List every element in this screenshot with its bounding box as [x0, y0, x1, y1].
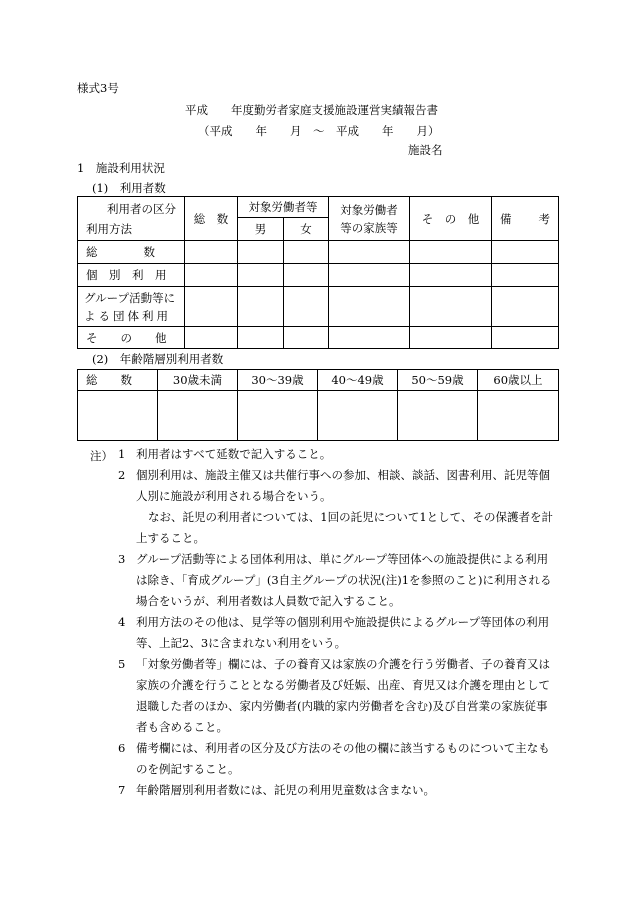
cell[interactable]	[78, 391, 158, 441]
header-other: そ の 他	[410, 197, 492, 241]
header-worker-family	[329, 197, 410, 241]
cell[interactable]	[238, 327, 284, 349]
age-header-50-59: 50～59歳	[398, 370, 478, 391]
cell[interactable]	[410, 241, 492, 264]
note-number: 7	[118, 783, 126, 797]
table-row	[78, 264, 559, 287]
note-text: 利用方法のその他は、見学等の個別利用や施設提供によるグループ等団体の利用等、上記2、3に含まれない利用をいう。	[136, 615, 550, 650]
cell[interactable]	[238, 391, 318, 441]
facility-name-label: 施設名	[408, 143, 443, 157]
header-remarks: 備 考	[492, 197, 559, 241]
row-label-group-line1: グループ活動等に	[84, 290, 176, 305]
cell[interactable]	[492, 264, 559, 287]
header-female: 女	[284, 218, 329, 241]
note-number: 2	[118, 468, 126, 482]
cell[interactable]	[158, 391, 238, 441]
report-period: （平成 年 月 ～ 平成 年 月）	[198, 124, 440, 138]
note-2-continued	[136, 507, 558, 549]
subheading-user-count: (1) 利用者数	[92, 181, 166, 195]
section-heading-facility-usage: 1 施設利用状況	[77, 161, 165, 175]
page-title: 平成 年度勤労者家庭支援施設運営実績報告書	[185, 103, 438, 117]
cell[interactable]	[284, 241, 329, 264]
cell[interactable]	[284, 264, 329, 287]
cell[interactable]	[492, 241, 559, 264]
table-row	[78, 327, 559, 349]
note-5	[118, 654, 558, 738]
note-text: グループ活動等による団体利用は、単にグループ等団体への施設提供による利用は除き、「育成グループ」(3自主グループの状況(注)1を参照のこと)に利用される場合をいうが、利用者数は人員数で記入すること。	[136, 552, 552, 608]
age-header-total: 総 数	[78, 370, 158, 391]
note-3	[118, 549, 558, 612]
row-label-individual: 個 別 利 用	[78, 264, 185, 287]
user-count-table	[77, 196, 559, 349]
cell[interactable]	[185, 327, 238, 349]
note-6	[118, 738, 558, 780]
cell[interactable]	[329, 241, 410, 264]
note-7	[118, 780, 558, 801]
age-header-40-49: 40～49歳	[318, 370, 398, 391]
note-text: 個別利用は、施設主催又は共催行事への参加、相談、談話、図書利用、託児等個人別に施設が利用される場合をいう。	[136, 468, 550, 503]
cell[interactable]	[238, 264, 284, 287]
cell[interactable]	[398, 391, 478, 441]
notes-label: 注）	[90, 449, 113, 463]
note-number: 6	[118, 741, 126, 755]
age-header-under-30: 30歳未満	[158, 370, 238, 391]
note-4	[118, 612, 558, 654]
cell[interactable]	[238, 287, 284, 327]
cell[interactable]	[410, 264, 492, 287]
note-text: 「対象労働者等」欄には、子の養育又は家族の介護を行う労働者、子の養育又は家族の介護を行うこととなる労働者及び妊娠、出産、育児又は介護を理由として退職した者のほか、家内労働者(内職的家内労働者を含む)及び自営業の家族従事者も含めること。	[136, 657, 550, 734]
header-total: 総 数	[185, 197, 238, 241]
cell[interactable]	[284, 287, 329, 327]
cell[interactable]	[284, 327, 329, 349]
cell[interactable]	[185, 264, 238, 287]
header-target-workers: 対象労働者等	[238, 197, 329, 218]
form-number: 様式3号	[77, 81, 119, 95]
table-row	[78, 287, 559, 327]
note-2	[118, 465, 558, 507]
note-text: 備考欄には、利用者の区分及び方法のその他の欄に該当するものについて主なものを例記すること。	[136, 741, 550, 776]
cell[interactable]	[318, 391, 398, 441]
cell[interactable]	[185, 287, 238, 327]
cell[interactable]	[329, 287, 410, 327]
note-text: 利用者はすべて延数で記入すること。	[136, 447, 332, 461]
age-header-30-39: 30～39歳	[238, 370, 318, 391]
header-user-category: 利用者の区分	[107, 201, 176, 216]
age-group-table	[77, 369, 559, 441]
cell[interactable]	[492, 327, 559, 349]
cell[interactable]	[185, 241, 238, 264]
row-label-total: 総 数	[78, 241, 185, 264]
row-label-other: そ の 他	[78, 327, 185, 349]
header-worker-family-line2: 等の家族等	[340, 220, 398, 235]
note-number: 4	[118, 615, 126, 629]
note-number: 1	[118, 447, 126, 461]
note-text: 年齢階層別利用者数には、託児の利用児童数は含まない。	[136, 783, 435, 797]
cell[interactable]	[492, 287, 559, 327]
cell[interactable]	[410, 287, 492, 327]
header-usage-method: 利用方法	[86, 221, 132, 236]
table-row	[78, 241, 559, 264]
note-text: なお、託児の利用者については、1回の託児について1として、その保護者を計上すること。	[136, 510, 553, 545]
cell[interactable]	[410, 327, 492, 349]
row-label-group	[78, 287, 185, 327]
cell[interactable]	[478, 391, 559, 441]
header-worker-family-line1: 対象労働者	[340, 202, 398, 217]
row-label-group-line2: よる団体利用	[84, 308, 171, 323]
note-1	[118, 444, 558, 465]
cell[interactable]	[329, 327, 410, 349]
table-row	[78, 391, 559, 441]
cell[interactable]	[238, 241, 284, 264]
header-category-method	[78, 197, 185, 241]
subheading-age-groups: (2) 年齢階層別利用者数	[92, 352, 224, 366]
cell[interactable]	[329, 264, 410, 287]
note-number: 5	[118, 657, 126, 671]
header-male: 男	[238, 218, 284, 241]
age-header-60-over: 60歳以上	[478, 370, 559, 391]
note-number: 3	[118, 552, 126, 566]
